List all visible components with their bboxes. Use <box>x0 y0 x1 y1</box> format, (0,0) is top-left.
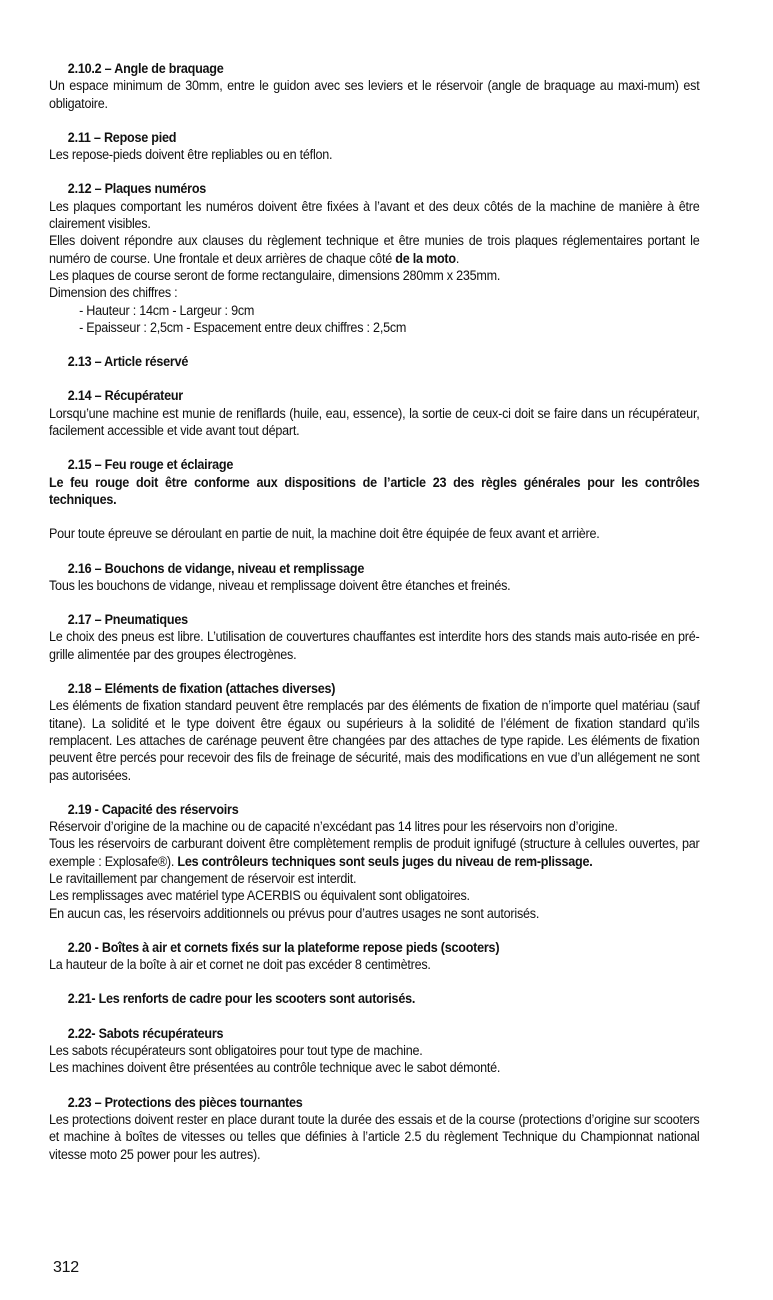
section-heading: 2.19 - Capacité des réservoirs <box>67 801 239 817</box>
bold-text: de la moto <box>395 250 456 266</box>
section-heading: 2.13 – Article réservé <box>67 354 189 370</box>
section-2-22 <box>49 1025 699 1077</box>
section-2-10-2 <box>49 60 699 112</box>
section-heading: 2.18 – Eléments de fixation (attaches diverses) <box>67 681 336 697</box>
paragraph: Le feu rouge doit être conforme aux dispositions de l’article 23 des règles générales pour les contrôles techniques. <box>49 474 700 507</box>
paragraph: La hauteur de la boîte à air et cornet ne doit pas excéder 8 centimètres. <box>49 957 431 973</box>
section-2-20 <box>49 939 699 974</box>
paragraph-text: . <box>455 250 460 266</box>
paragraph: Les plaques de course seront de forme rectangulaire, dimensions 280mm x 235mm. <box>49 267 501 283</box>
paragraph: Les machines doivent être présentées au contrôle technique avec le sabot démonté. <box>49 1060 501 1076</box>
list-item: - Epaisseur : 2,5cm - Espacement entre deux chiffres : 2,5cm <box>79 319 407 335</box>
paragraph <box>49 232 699 267</box>
section-heading: 2.20 - Boîtes à air et cornets fixés sur la plateforme repose pieds (scooters) <box>67 939 500 955</box>
paragraph: Les plaques comportant les numéros doivent être fixées à l’avant et des deux côtés de la machine de manière à être clairement visibles. <box>49 198 700 232</box>
section-heading: 2.23 – Protections des pièces tournantes <box>67 1094 303 1110</box>
section-2-12 <box>49 180 699 336</box>
paragraph: Les sabots récupérateurs sont obligatoires pour tout type de machine. <box>49 1043 423 1059</box>
section-2-19 <box>49 801 699 922</box>
spacer <box>49 508 699 525</box>
paragraph-text: Elles doivent répondre aux clauses du règlement technique et être munies de trois plaques réglementaires portant le numéro de course. Une frontale et deux arrières de chaque côté <box>49 233 700 266</box>
section-heading: 2.22- Sabots récupérateurs <box>67 1025 224 1041</box>
section-2-21 <box>49 990 699 1007</box>
section-heading: 2.16 – Bouchons de vidange, niveau et remplissage <box>67 560 365 576</box>
paragraph: En aucun cas, les réservoirs additionnels ou prévus pour d’autres usages ne sont autorisés. <box>49 905 540 921</box>
paragraph: Les éléments de fixation standard peuvent être remplacés par des éléments de fixation de n’importe quel matériau (sauf titane). La solidité et le type doivent être égaux ou supérieurs à la solidité de l’élément de fixation standard qu’ils remplacent. Les attaches de carénage peuvent être changées par des attaches de type rapide. Les éléments de fixation peuvent être percés pour recevoir des fils de freinage de sécurité, mais des modifications en vue d’un allégement ne sont pas autorisées. <box>49 698 700 783</box>
paragraph: Dimension des chiffres : <box>49 285 178 301</box>
section-2-18 <box>49 680 699 784</box>
section-2-13 <box>49 353 699 370</box>
paragraph: Le choix des pneus est libre. L’utilisation de couvertures chauffantes est interdite hors des stands mais auto-risée en pré-grille alimentée par des groupes électrogènes. <box>49 629 700 662</box>
paragraph: Un espace minimum de 30mm, entre le guidon avec ses leviers et le réservoir (angle de braquage au maxi-mum) est obligatoire. <box>49 78 700 111</box>
section-2-11 <box>49 129 699 164</box>
page-number: 312 <box>53 1259 79 1276</box>
document-body <box>49 60 699 1180</box>
paragraph: Les repose-pieds doivent être repliables ou en téflon. <box>49 147 333 163</box>
section-2-17 <box>49 611 699 663</box>
section-2-16 <box>49 560 699 595</box>
section-heading: 2.15 – Feu rouge et éclairage <box>67 457 234 473</box>
bold-text: Les contrôleurs techniques sont seuls juges du niveau de rem-plissage. <box>177 853 593 869</box>
paragraph <box>49 835 699 870</box>
paragraph: Le ravitaillement par changement de réservoir est interdit. <box>49 870 357 886</box>
paragraph: Tous les bouchons de vidange, niveau et remplissage doivent être étanches et freinés. <box>49 577 511 593</box>
paragraph: Pour toute épreuve se déroulant en partie de nuit, la machine doit être équipée de feux avant et arrière. <box>49 526 600 542</box>
section-2-14 <box>49 387 699 439</box>
section-heading: 2.11 – Repose pied <box>67 129 177 145</box>
section-2-23 <box>49 1094 699 1163</box>
paragraph: Les remplissages avec matériel type ACERBIS ou équivalent sont obligatoires. <box>49 888 470 904</box>
paragraph: Lorsqu’une machine est munie de reniflards (huile, eau, essence), la sortie de ceux-ci doit se faire dans un récupérateur, facilement accessible et vide avant tout départ. <box>49 405 700 439</box>
section-heading: 2.14 – Récupérateur <box>67 388 183 404</box>
section-heading: 2.12 – Plaques numéros <box>67 181 207 197</box>
section-heading: 2.10.2 – Angle de braquage <box>67 61 224 76</box>
section-heading: 2.21- Les renforts de cadre pour les scooters sont autorisés. <box>67 991 416 1007</box>
paragraph-text: Tous les réservoirs de carburant doivent être complètement remplis de produit ignifugé (structure à cellules ouvertes, par exemple : Explosafe®). <box>49 836 700 869</box>
section-2-15 <box>49 456 699 542</box>
section-heading: 2.17 – Pneumatiques <box>67 612 188 628</box>
list-item: - Hauteur : 14cm - Largeur : 9cm <box>79 302 255 318</box>
paragraph: Réservoir d’origine de la machine ou de capacité n’excédant pas 14 litres pour les réservoirs non d’origine. <box>49 819 618 835</box>
paragraph: Les protections doivent rester en place durant toute la durée des essais et de la course (protections d’origine sur scooters et machine à boîtes de vitesses ou telles que définies à l’article 2.5 du règlement Technique du Championnat national vitesse moto 25 power pour les autres). <box>49 1111 700 1162</box>
